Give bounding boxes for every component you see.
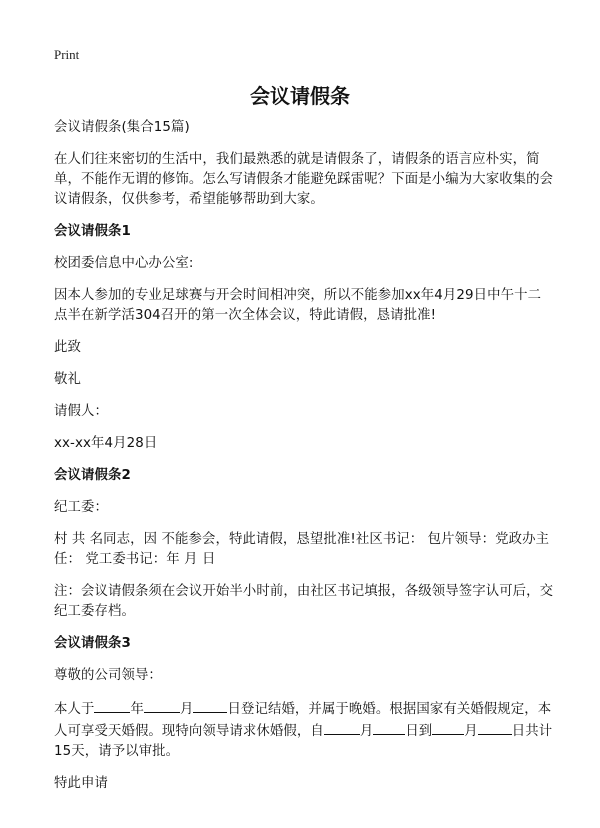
- section-heading-2: 会议请假条2: [54, 468, 131, 483]
- text-month: 月: [179, 702, 194, 717]
- blank-start-day: [373, 720, 405, 735]
- blank-day: [193, 698, 227, 713]
- print-label[interactable]: Print: [54, 47, 80, 62]
- section2-addressee: 纪工委：: [54, 500, 108, 515]
- section1-closing-2: 敬礼: [54, 372, 81, 387]
- section-heading-1: 会议请假条1: [54, 224, 131, 239]
- blank-month: [144, 698, 180, 713]
- intro-paragraph: 在人们往来密切的生活中，我们最熟悉的就是请假条了，请假条的语言应朴实，简单，不能作无谓的修饰。怎么写请假条才能避免踩雷呢？下面是小编为大家收集的会议请假条，仅供参考，希望能够帮助到大家。: [54, 152, 554, 207]
- blank-end-month: [432, 720, 464, 735]
- document-title: 会议请假条: [250, 84, 350, 108]
- section3-addressee: 尊敬的公司领导：: [54, 668, 162, 683]
- section1-date: xx-xx年4月28日: [54, 436, 158, 451]
- section2-body: 村 共 名同志，因 不能参会，特此请假，恳望批准!社区书记： 包片领导：党政办主任： 党工委书记：年 月 日: [54, 532, 550, 567]
- document-subtitle: 会议请假条(集合15篇): [54, 120, 190, 135]
- section1-addressee: 校团委信息中心办公室:: [54, 256, 194, 271]
- blank-start-month: [324, 720, 360, 735]
- section3-closing: 特此申请: [54, 776, 108, 791]
- section1-closing-1: 此致: [54, 340, 81, 355]
- section1-signer: 请假人：: [54, 404, 108, 419]
- text-month-3: 月: [464, 724, 478, 739]
- text-year: 年: [130, 702, 144, 717]
- text-start: 本人于: [54, 702, 95, 717]
- blank-year: [94, 698, 130, 713]
- text-day-to: 日到: [405, 724, 433, 739]
- document-body: [54, 118, 554, 806]
- section-heading-3: 会议请假条3: [54, 636, 131, 651]
- text-month-2: 月: [359, 724, 374, 739]
- section3-body: [54, 698, 554, 762]
- section2-note: 注：会议请假条须在会议开始半小时前，由社区书记填报，各级领导签字认可后，交纪工委存档。: [54, 584, 554, 619]
- blank-end-day: [478, 720, 512, 735]
- text-day-end: 日共计15天，请予以审批。: [54, 724, 553, 759]
- section1-body: 因本人参加的专业足球赛与开会时间相冲突，所以不能参加xx年4月29日中午十二点半在新学活304召开的第一次全体会议，特此请假，恳请批准!: [54, 288, 542, 323]
- text-day: 日登记结婚，并属于晚婚。根据国家有关婚假规定，本人可享受天婚假。现特向领导请求休婚假，自: [54, 702, 552, 739]
